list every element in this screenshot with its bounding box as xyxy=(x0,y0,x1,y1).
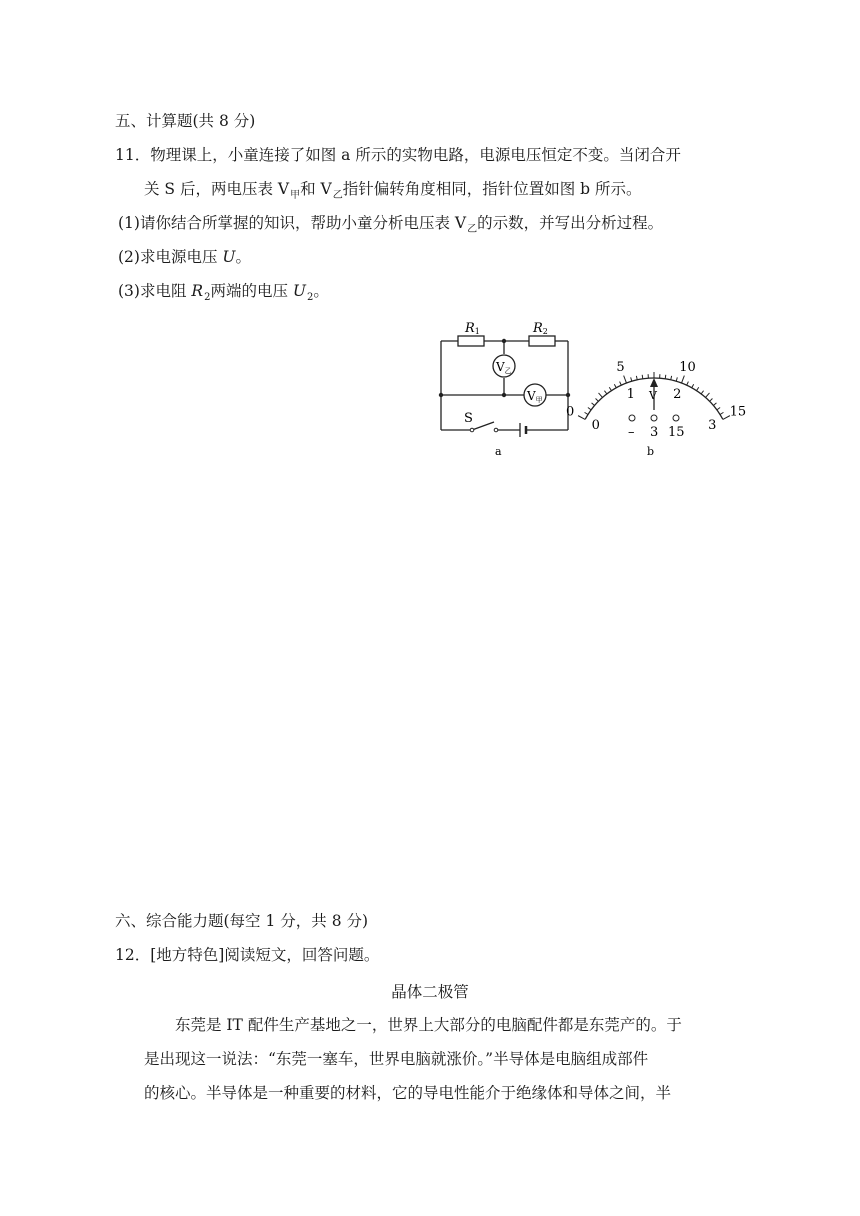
dial-label-outer: 5 xyxy=(616,360,625,376)
text-segment: 。 xyxy=(235,248,251,266)
text-segment: 。 xyxy=(313,282,329,300)
question-11-part-3 xyxy=(118,280,329,305)
variable: U xyxy=(222,248,236,266)
switch-blade xyxy=(472,422,494,430)
label-r1: R1 xyxy=(465,321,480,336)
terminal-label-3: 3 xyxy=(650,425,659,440)
question-11-line-2 xyxy=(144,178,642,203)
question-number: 12． xyxy=(115,946,151,964)
article-paragraph-line-3: 的核心。半导体是一种重要的材料，它的导电性能介于绝缘体和导体之间，半 xyxy=(144,1084,672,1102)
subscript: 2 xyxy=(306,292,314,303)
terminal-15 xyxy=(673,415,679,421)
text-segment: (2)求电源电压 xyxy=(118,248,223,266)
dial-tick xyxy=(624,376,627,383)
needle-arrow xyxy=(650,378,658,387)
text-segment: (3)求电阻 xyxy=(118,282,192,300)
terminal-3 xyxy=(651,415,657,421)
resistor-r2 xyxy=(529,336,555,346)
variable: U xyxy=(292,282,306,300)
dial-label-inner: 2 xyxy=(673,387,682,403)
caption-a: a xyxy=(495,445,502,458)
text-segment: (1)请你结合所掌握的知识，帮助小童分析电压表 V xyxy=(118,214,467,232)
subscript: 乙 xyxy=(332,190,343,201)
question-text: 物理课上，小童连接了如图 a 所示的实物电路，电源电压恒定不变。当闭合开 xyxy=(150,146,681,164)
dial-label-outer: 10 xyxy=(679,360,696,376)
dial-tick xyxy=(706,393,710,398)
label-switch: S xyxy=(464,411,473,426)
text-segment: 的示数，并写出分析过程。 xyxy=(477,214,664,232)
resistor-r1 xyxy=(458,336,484,346)
article-title: 晶体二极管 xyxy=(391,983,469,1001)
terminal-negative xyxy=(629,415,635,421)
text-segment: 指针偏转角度相同，指针位置如图 b 所示。 xyxy=(342,180,642,198)
label-v-jia: V甲 xyxy=(527,389,543,404)
terminal-label-15: 15 xyxy=(668,425,685,440)
question-11-part-2 xyxy=(118,246,251,268)
dial-label-inner: 3 xyxy=(708,418,717,434)
article-paragraph-line-2: 是出现这一说法：“东莞一塞车，世界电脑就涨价。”半导体是电脑组成部件 xyxy=(144,1050,649,1068)
label-v-yi: V乙 xyxy=(496,360,512,375)
meter-letter: V xyxy=(649,389,657,402)
label-r2: R2 xyxy=(533,321,548,336)
variable: R xyxy=(191,282,204,300)
dial-tick xyxy=(599,393,603,398)
dial-tick xyxy=(682,376,685,383)
section-heading-5: 五、计算题(共 8 分) xyxy=(115,112,256,130)
text-segment: 关 S 后，两电压表 V xyxy=(144,180,290,198)
question-number: 11． xyxy=(115,146,151,164)
subscript: 乙 xyxy=(467,224,478,235)
dial-label-outer: 0 xyxy=(565,404,575,420)
subscript: 甲 xyxy=(290,190,301,201)
text-segment: 和 V xyxy=(300,180,332,198)
subscript: 2 xyxy=(204,292,211,303)
question-12-intro xyxy=(115,944,379,966)
dial-label-inner: 1 xyxy=(626,387,635,403)
question-11-line-1 xyxy=(115,144,681,166)
question-11-part-1 xyxy=(118,212,663,237)
text-segment: 两端的电压 xyxy=(210,282,293,300)
article-paragraph-line-1: 东莞是 IT 配件生产基地之一，世界上大部分的电脑配件都是东莞产的。于 xyxy=(175,1016,682,1034)
caption-b: b xyxy=(647,445,655,458)
section-heading-6: 六、综合能力题(每空 1 分，共 8 分) xyxy=(115,912,369,930)
circuit-diagram xyxy=(432,318,582,460)
question-text: [地方特色]阅读短文，回答问题。 xyxy=(150,946,380,964)
terminal-label-negative: – xyxy=(628,425,635,440)
voltmeter-dial xyxy=(565,338,747,460)
dial-label-inner: 0 xyxy=(591,418,600,434)
dial-label-outer: 15 xyxy=(729,404,747,420)
